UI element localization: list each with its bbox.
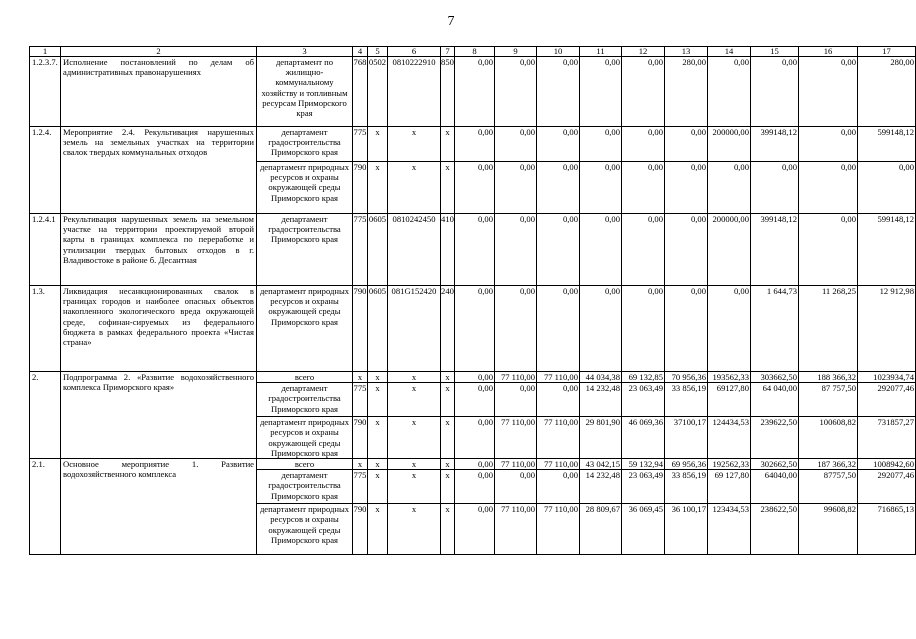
amount-cell: 0,00: [622, 57, 665, 127]
column-number: 10: [537, 47, 580, 57]
amount-cell: 200000,00: [708, 214, 751, 286]
code-section: 0502: [368, 57, 388, 127]
amount-cell: 280,00: [665, 57, 708, 127]
amount-cell: 77 110,00: [537, 417, 580, 459]
code-target-article: 0810242450: [388, 214, 441, 286]
amount-cell: 64040,00: [751, 470, 799, 504]
amount-cell: 280,00: [858, 57, 916, 127]
code-grbs: 775: [353, 383, 368, 417]
amount-cell: 0,00: [455, 127, 495, 162]
amount-cell: 0,00: [580, 214, 622, 286]
code-expense-type: x: [441, 459, 455, 470]
table-row: [30, 459, 916, 470]
amount-cell: 0,00: [537, 286, 580, 372]
code-grbs: 775: [353, 470, 368, 504]
column-number: 17: [858, 47, 916, 57]
amount-cell: 69127,80: [708, 383, 751, 417]
amount-cell: 33 856,19: [665, 470, 708, 504]
amount-cell: 23 063,49: [622, 470, 665, 504]
code-section: x: [368, 162, 388, 214]
amount-cell: 36 069,45: [622, 504, 665, 555]
amount-cell: 77 110,00: [495, 504, 537, 555]
amount-cell: 59 132,94: [622, 459, 665, 470]
item-code: 1.2.4.1: [30, 214, 61, 286]
column-number: 7: [441, 47, 455, 57]
code-grbs: 768: [353, 57, 368, 127]
column-number: 4: [353, 47, 368, 57]
amount-cell: 0,00: [665, 162, 708, 214]
amount-cell: 0,00: [708, 162, 751, 214]
executor-cell: департамент по жилищно-коммунальному хозяйству и топливным ресурсам Приморского края: [257, 57, 353, 127]
code-grbs: x: [353, 459, 368, 470]
code-section: x: [368, 504, 388, 555]
code-section: x: [368, 470, 388, 504]
amount-cell: 23 063,49: [622, 383, 665, 417]
item-name: Исполнение постановлений по делам об административных правонарушениях: [61, 57, 257, 127]
code-target-article: x: [388, 127, 441, 162]
code-target-article: x: [388, 162, 441, 214]
executor-cell: департамент природных ресурсов и охраны окружающей среды Приморского края: [257, 504, 353, 555]
column-number-row: [30, 47, 916, 57]
code-target-article: x: [388, 470, 441, 504]
code-target-article: x: [388, 504, 441, 555]
code-expense-type: x: [441, 127, 455, 162]
amount-cell: 87 757,50: [799, 383, 858, 417]
column-number: 9: [495, 47, 537, 57]
amount-cell: 599148,12: [858, 127, 916, 162]
amount-cell: 399148,12: [751, 127, 799, 162]
page-number: 7: [447, 14, 455, 29]
table-row: [30, 127, 916, 162]
amount-cell: 0,00: [495, 286, 537, 372]
column-number: 1: [30, 47, 61, 57]
amount-cell: 187 366,32: [799, 459, 858, 470]
amount-cell: 1023934,74: [858, 372, 916, 383]
amount-cell: 69 956,36: [665, 459, 708, 470]
amount-cell: 0,00: [622, 127, 665, 162]
amount-cell: 0,00: [537, 214, 580, 286]
amount-cell: 0,00: [495, 470, 537, 504]
amount-cell: 0,00: [495, 57, 537, 127]
amount-cell: 1008942,60: [858, 459, 916, 470]
code-expense-type: 240: [441, 286, 455, 372]
amount-cell: 188 366,32: [799, 372, 858, 383]
executor-cell: всего: [257, 459, 353, 470]
amount-cell: 0,00: [455, 162, 495, 214]
amount-cell: 0,00: [495, 162, 537, 214]
amount-cell: 0,00: [799, 162, 858, 214]
amount-cell: 0,00: [580, 286, 622, 372]
amount-cell: 599148,12: [858, 214, 916, 286]
amount-cell: 0,00: [537, 127, 580, 162]
code-grbs: 775: [353, 214, 368, 286]
column-number: 3: [257, 47, 353, 57]
amount-cell: 0,00: [455, 372, 495, 383]
amount-cell: 0,00: [537, 57, 580, 127]
executor-cell: департамент градостроительства Приморского края: [257, 470, 353, 504]
amount-cell: 123434,53: [708, 504, 751, 555]
amount-cell: 292077,46: [858, 470, 916, 504]
amount-cell: 0,00: [455, 504, 495, 555]
amount-cell: 0,00: [580, 127, 622, 162]
amount-cell: 124434,53: [708, 417, 751, 459]
amount-cell: 69 127,80: [708, 470, 751, 504]
amount-cell: 0,00: [580, 57, 622, 127]
amount-cell: 192562,33: [708, 459, 751, 470]
amount-cell: 716865,13: [858, 504, 916, 555]
amount-cell: 33 856,19: [665, 383, 708, 417]
amount-cell: 0,00: [622, 162, 665, 214]
amount-cell: 100608,82: [799, 417, 858, 459]
amount-cell: 46 069,36: [622, 417, 665, 459]
column-number: 16: [799, 47, 858, 57]
amount-cell: 36 100,17: [665, 504, 708, 555]
amount-cell: 77 110,00: [495, 417, 537, 459]
amount-cell: 0,00: [455, 383, 495, 417]
column-number: 8: [455, 47, 495, 57]
code-grbs: 790: [353, 417, 368, 459]
code-expense-type: x: [441, 417, 455, 459]
amount-cell: 64 040,00: [751, 383, 799, 417]
amount-cell: 0,00: [455, 286, 495, 372]
code-grbs: 790: [353, 162, 368, 214]
amount-cell: 0,00: [495, 383, 537, 417]
amount-cell: 0,00: [665, 286, 708, 372]
amount-cell: 238622,50: [751, 504, 799, 555]
amount-cell: 0,00: [455, 459, 495, 470]
code-target-article: 081G152420: [388, 286, 441, 372]
table-row: [30, 214, 916, 286]
amount-cell: 239622,50: [751, 417, 799, 459]
amount-cell: 14 232,48: [580, 470, 622, 504]
table-row: [30, 372, 916, 383]
amount-cell: 28 809,67: [580, 504, 622, 555]
executor-cell: всего: [257, 372, 353, 383]
column-number: 14: [708, 47, 751, 57]
code-grbs: x: [353, 372, 368, 383]
item-name: Мероприятие 2.4. Рекультивация нарушенных земель на земельных участках на территории свалок твердых коммунальных отходов: [61, 127, 257, 214]
amount-cell: 12 912,98: [858, 286, 916, 372]
amount-cell: 1 644,73: [751, 286, 799, 372]
code-target-article: x: [388, 459, 441, 470]
amount-cell: 77 110,00: [495, 372, 537, 383]
code-expense-type: 850: [441, 57, 455, 127]
column-number: 15: [751, 47, 799, 57]
amount-cell: 87757,50: [799, 470, 858, 504]
amount-cell: 44 034,38: [580, 372, 622, 383]
code-section: x: [368, 459, 388, 470]
executor-cell: департамент природных ресурсов и охраны окружающей среды Приморского края: [257, 417, 353, 459]
amount-cell: 0,00: [455, 214, 495, 286]
amount-cell: 77 110,00: [537, 459, 580, 470]
budget-table: [29, 46, 916, 555]
column-number: 12: [622, 47, 665, 57]
amount-cell: 0,00: [751, 57, 799, 127]
code-expense-type: x: [441, 470, 455, 504]
amount-cell: 77 110,00: [537, 504, 580, 555]
amount-cell: 77 110,00: [495, 459, 537, 470]
column-number: 13: [665, 47, 708, 57]
item-name: Рекультивация нарушенных земель на земельном участке на территории проектируемой второй карты в границах комплекса по переработке и утилизации твердых бытовых отходов в г. Владивостоке в районе б. Десантная: [61, 214, 257, 286]
amount-cell: 0,00: [455, 417, 495, 459]
amount-cell: 29 801,90: [580, 417, 622, 459]
column-number: 5: [368, 47, 388, 57]
code-target-article: x: [388, 383, 441, 417]
amount-cell: 14 232,48: [580, 383, 622, 417]
amount-cell: 11 268,25: [799, 286, 858, 372]
table-row: [30, 286, 916, 372]
code-target-article: 0810222910: [388, 57, 441, 127]
amount-cell: 193562,33: [708, 372, 751, 383]
amount-cell: 0,00: [858, 162, 916, 214]
amount-cell: 0,00: [799, 127, 858, 162]
amount-cell: 302662,50: [751, 459, 799, 470]
item-name: Подпрограмма 2. «Развитие водохозяйственного комплекса Приморского края»: [61, 372, 257, 459]
amount-cell: 43 042,15: [580, 459, 622, 470]
code-expense-type: x: [441, 372, 455, 383]
amount-cell: 0,00: [708, 57, 751, 127]
amount-cell: 731857,27: [858, 417, 916, 459]
item-code: 1.2.3.7.: [30, 57, 61, 127]
code-grbs: 790: [353, 504, 368, 555]
code-section: x: [368, 383, 388, 417]
amount-cell: 37100,17: [665, 417, 708, 459]
amount-cell: 99608,82: [799, 504, 858, 555]
code-section: 0605: [368, 286, 388, 372]
code-target-article: x: [388, 417, 441, 459]
amount-cell: 0,00: [495, 214, 537, 286]
amount-cell: 0,00: [537, 470, 580, 504]
amount-cell: 0,00: [708, 286, 751, 372]
code-section: 0605: [368, 214, 388, 286]
amount-cell: 0,00: [537, 162, 580, 214]
amount-cell: 0,00: [455, 470, 495, 504]
code-expense-type: x: [441, 504, 455, 555]
amount-cell: 77 110,00: [537, 372, 580, 383]
executor-cell: департамент градостроительства Приморского края: [257, 214, 353, 286]
column-number: 2: [61, 47, 257, 57]
code-section: x: [368, 127, 388, 162]
amount-cell: 200000,00: [708, 127, 751, 162]
executor-cell: департамент градостроительства Приморского края: [257, 127, 353, 162]
code-section: x: [368, 372, 388, 383]
code-target-article: x: [388, 372, 441, 383]
code-expense-type: x: [441, 162, 455, 214]
amount-cell: 292077,46: [858, 383, 916, 417]
amount-cell: 0,00: [799, 57, 858, 127]
code-expense-type: 410: [441, 214, 455, 286]
executor-cell: департамент природных ресурсов и охраны окружающей среды Приморского края: [257, 162, 353, 214]
amount-cell: 0,00: [622, 286, 665, 372]
item-code: 2.1.: [30, 459, 61, 555]
amount-cell: 0,00: [665, 214, 708, 286]
amount-cell: 399148,12: [751, 214, 799, 286]
amount-cell: 0,00: [665, 127, 708, 162]
amount-cell: 0,00: [537, 383, 580, 417]
item-code: 2.: [30, 372, 61, 459]
amount-cell: 70 956,36: [665, 372, 708, 383]
amount-cell: 0,00: [495, 127, 537, 162]
amount-cell: 0,00: [580, 162, 622, 214]
column-number: 6: [388, 47, 441, 57]
column-number: 11: [580, 47, 622, 57]
code-grbs: 775: [353, 127, 368, 162]
amount-cell: 69 132,85: [622, 372, 665, 383]
code-grbs: 790: [353, 286, 368, 372]
item-code: 1.2.4.: [30, 127, 61, 214]
item-name: Ликвидация несанкционированных свалок в границах городов и наиболее опасных объектов накопленного экологического вреда окружающей среде, софинан-сируемых из федерального бюджета в рамках федерального проекта «Чистая страна»: [61, 286, 257, 372]
amount-cell: 0,00: [751, 162, 799, 214]
executor-cell: департамент природных ресурсов и охраны окружающей среды Приморского края: [257, 286, 353, 372]
amount-cell: 0,00: [799, 214, 858, 286]
code-expense-type: x: [441, 383, 455, 417]
item-name: Основное мероприятие 1. Развитие водохозяйственного комплекса: [61, 459, 257, 555]
amount-cell: 0,00: [622, 214, 665, 286]
item-code: 1.3.: [30, 286, 61, 372]
code-section: x: [368, 417, 388, 459]
amount-cell: 0,00: [455, 57, 495, 127]
table-row: [30, 57, 916, 127]
amount-cell: 303662,50: [751, 372, 799, 383]
executor-cell: департамент градостроительства Приморского края: [257, 383, 353, 417]
